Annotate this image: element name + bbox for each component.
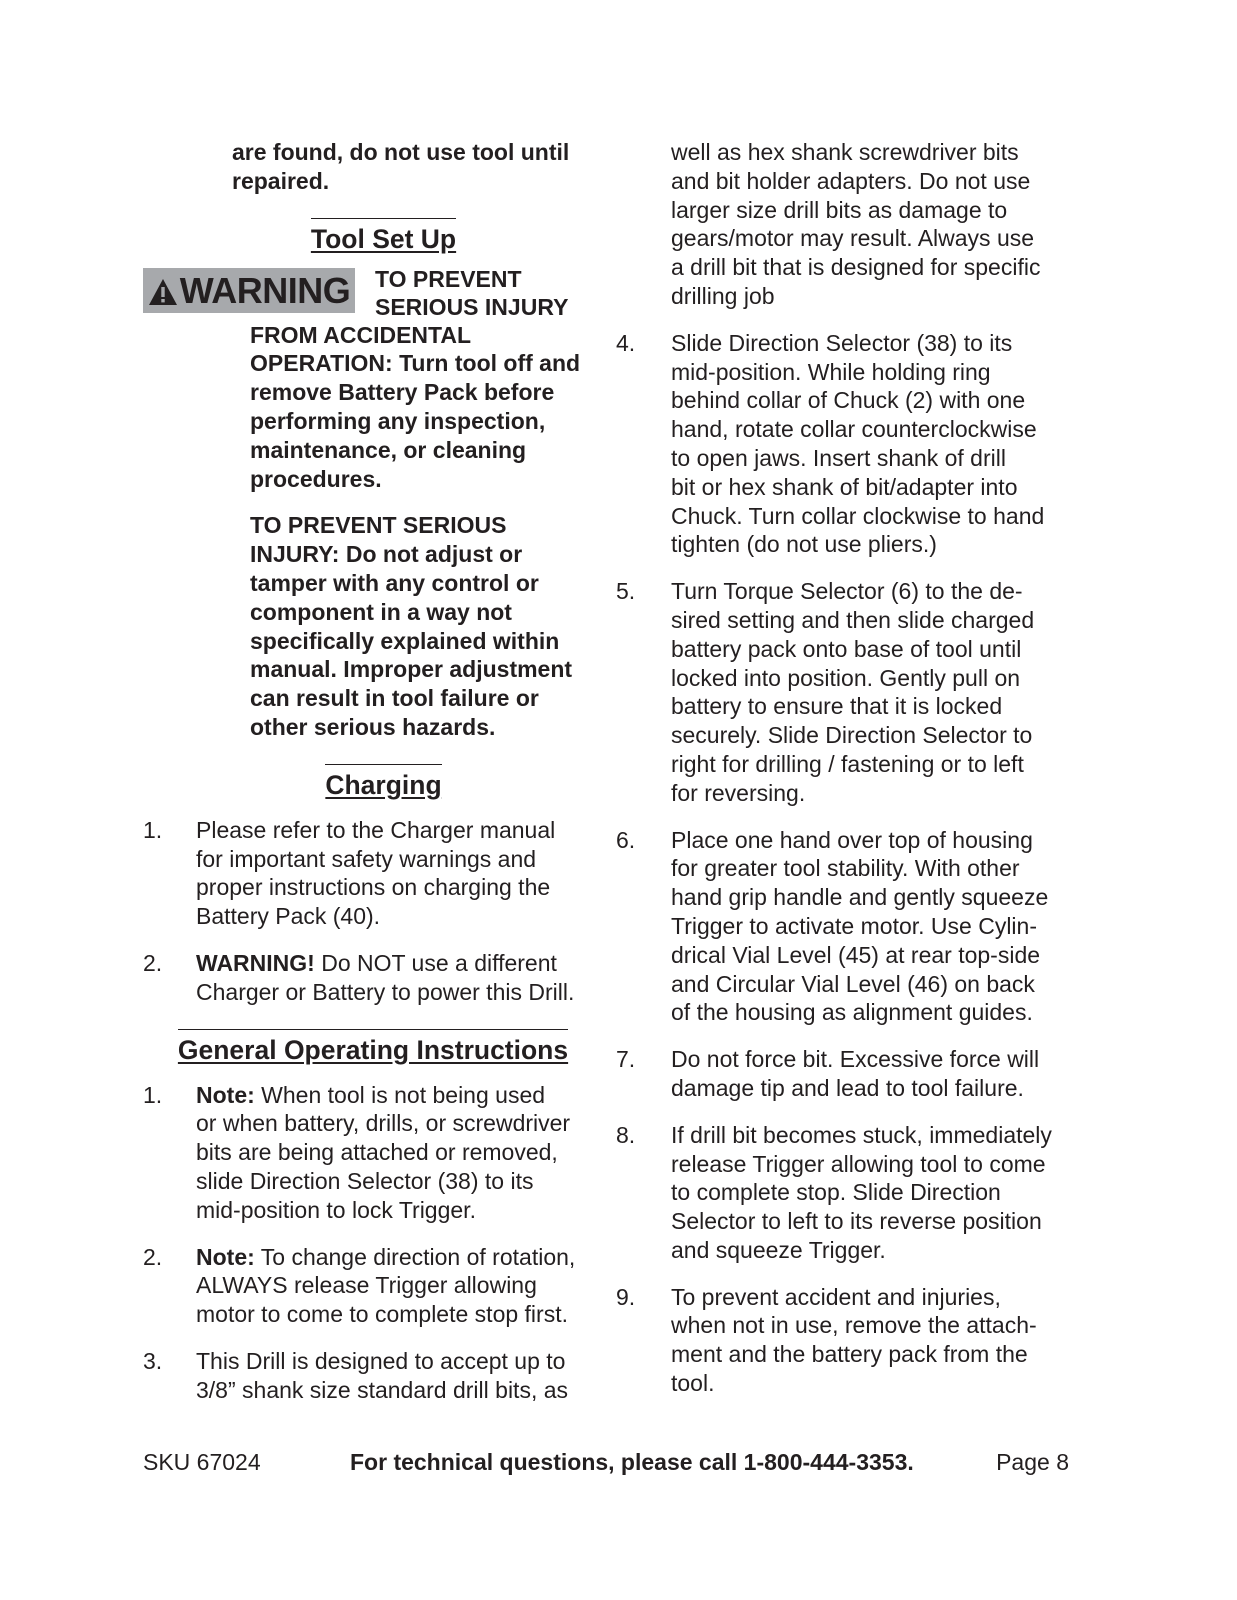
list-number: 8. xyxy=(616,1121,636,1148)
warning-side-text: TO PREVENT SERIOUS INJURY xyxy=(375,265,569,321)
list-item xyxy=(143,1081,603,1225)
list-text: If drill bit becomes stuck, immediately release Trigger allowing tool to come to complete stop. Slide Direction Selector to left to its reverse position and squeeze Trigger. xyxy=(671,1121,1052,1263)
list-number: 1. xyxy=(143,1081,163,1108)
list-text: Note: To change direction of rotation, ALWAYS release Trigger allowing motor to come to complete stop first. xyxy=(196,1243,576,1328)
list-text: WARNING! Do NOT use a different Charger or Battery to power this Drill. xyxy=(196,949,575,1005)
list-item xyxy=(616,577,1076,807)
list-number: 6. xyxy=(616,826,636,853)
tech-support-line: For technical questions, please call 1-800-444-3353. xyxy=(350,1449,914,1475)
list-item xyxy=(616,1283,1076,1398)
tool-setup-heading: Tool Set Up xyxy=(310,223,457,254)
list-item xyxy=(616,1121,1076,1265)
list-text: Do not force bit. Excessive force will damage tip and lead to tool failure. xyxy=(671,1046,1040,1101)
list-text: Note: When tool is not being used or when battery, drills, or screwdriver bits are being attached or removed, slide Direction Selector (38) to its mid-position to lock Trigger. xyxy=(196,1081,571,1223)
page-number: Page 8 xyxy=(996,1449,1069,1475)
list-text: Place one hand over top of housing for greater tool stability. With other hand grip handle and gently squeeze Trigger to activate motor. Use Cylin- drical Vial Level (45) at rear top-side and Circular Vial Level (46) on back of the housing as alignment guides. xyxy=(671,826,1049,1026)
general-instructions-heading: General Operating Instructions xyxy=(177,1034,569,1065)
list-text: Please refer to the Charger manual for important safety warnings and proper instructions on charging the Battery Pack (40). xyxy=(196,816,556,930)
list-text: Turn Torque Selector (6) to the de- sired setting and then slide charged battery pack onto base of tool until locked into position. Gently pull on battery to ensure that it is locked securely. Slide Direction Selector to right for drilling / fastening or to left for reversing. xyxy=(671,578,1035,806)
list-number: 2. xyxy=(143,1243,163,1270)
list-number: 7. xyxy=(616,1046,636,1073)
warning-row xyxy=(143,265,603,321)
right-column xyxy=(616,138,1076,1398)
warning-paragraph-1: FROM ACCIDENTAL OPERATION: Turn tool off and remove Battery Pack before performing any inspection, maintenance, or cleaning procedures. xyxy=(250,321,581,492)
list-number: 4. xyxy=(616,329,636,356)
continuation-text: are found, do not use tool until repaired. xyxy=(232,139,570,194)
list-number: 5. xyxy=(616,578,636,605)
charging-heading: Charging xyxy=(325,769,442,800)
left-column xyxy=(143,138,603,1405)
list-item xyxy=(143,949,603,1007)
list-text: To prevent accident and injuries, when not in use, remove the attach- ment and the battery pack from the tool. xyxy=(671,1283,1037,1397)
list-number: 2. xyxy=(143,949,163,976)
list-item xyxy=(143,1243,603,1329)
list-number: 9. xyxy=(616,1283,636,1310)
list-text: Slide Direction Selector (38) to its mid-position. While holding ring behind collar of Chuck (2) with one hand, rotate collar counterclockwise to open jaws. Insert shank of drill bit or hex shank of bit/adapter into Chuck. Turn collar clockwise to hand tighten (do not use pliers.) xyxy=(671,329,1045,558)
page-footer xyxy=(143,1448,1069,1477)
list-item xyxy=(143,816,603,931)
list-item xyxy=(616,329,1076,559)
list-text: This Drill is designed to accept up to 3/8” shank size standard drill bits, as xyxy=(196,1347,569,1403)
sku-label: SKU 67024 xyxy=(143,1449,261,1475)
warning-badge: WARNING xyxy=(143,268,355,313)
warning-triangle-icon xyxy=(148,278,178,306)
list-item xyxy=(616,1045,1076,1103)
list-number: 1. xyxy=(143,816,163,843)
continuation-text: well as hex shank screwdriver bits and bit holder adapters. Do not use larger size drill bits as damage to gears/motor may result. Always use a drill bit that is designed for specific drilling job xyxy=(671,139,1041,309)
list-number: 3. xyxy=(143,1347,163,1374)
list-item xyxy=(143,1347,603,1405)
list-item xyxy=(616,826,1076,1028)
warning-paragraph-2: TO PREVENT SERIOUS INJURY: Do not adjust or tamper with any control or component in a way not specifically explained within manual. Improper adjustment can result in tool failure or other serious hazards. xyxy=(250,512,573,740)
